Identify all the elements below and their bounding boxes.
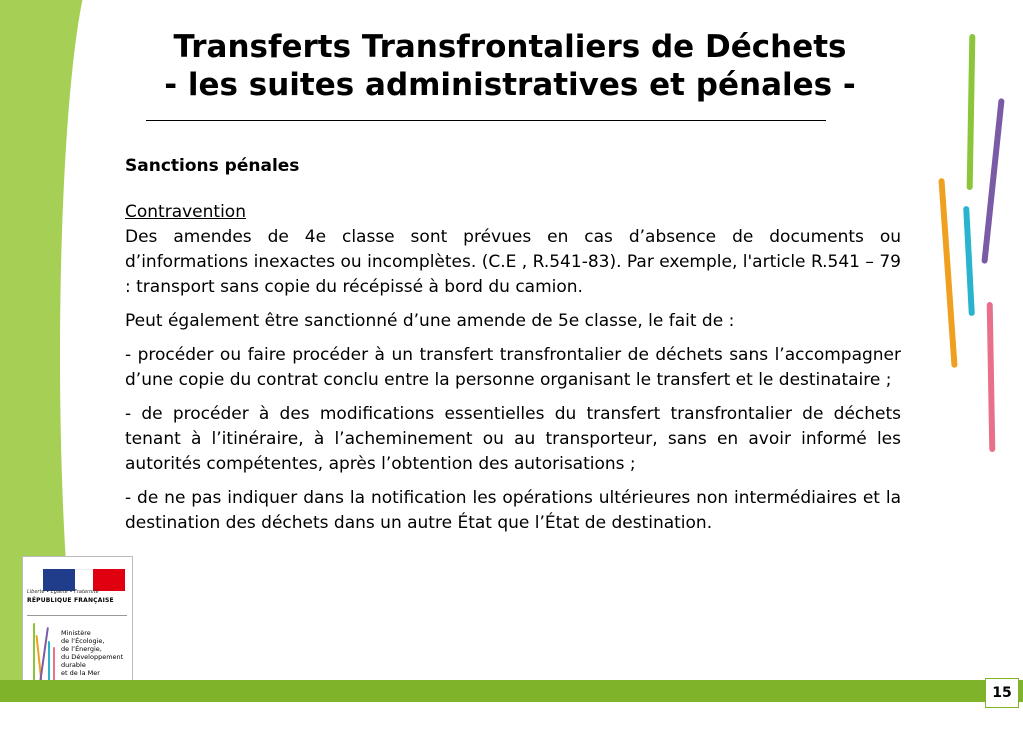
- stripe-purple: [981, 98, 1004, 264]
- title-line-1: Transferts Transfrontaliers de Déchets: [173, 29, 847, 65]
- subsection-title: Contravention: [125, 202, 246, 222]
- paragraph: - de procéder à des modifications essentielles du transfert transfrontalier de déchets tenant à l’itinéraire, à l’acheminement ou au transporteur, sans en avoir informé les autorités compétentes, après l’obtention des autorisations ;: [125, 404, 901, 474]
- republic-name: RÉPUBLIQUE FRANÇAISE: [27, 597, 114, 604]
- title-divider: [146, 120, 826, 121]
- section-title: Sanctions pénales: [125, 156, 300, 176]
- ministry-line: de l’Écologie,: [61, 637, 105, 645]
- title-line-2: - les suites administratives et pénales -: [164, 67, 856, 103]
- stripe-green: [967, 34, 976, 190]
- mini-stripe-cyan: [48, 641, 50, 683]
- footer-bar: [0, 680, 1023, 702]
- ministry-line: du Développement: [61, 653, 124, 661]
- page-title: [90, 28, 930, 104]
- ministry-line: durable: [61, 661, 86, 669]
- flag-blue: [43, 569, 75, 591]
- logo-divider: [27, 615, 127, 616]
- paragraph: Peut également être sanctionné d’une amende de 5e classe, le fait de :: [125, 311, 735, 331]
- main-content: [125, 154, 901, 545]
- paragraph: Des amendes de 4e classe sont prévues en cas d’absence de documents ou d’informations inexactes ou incomplètes. (C.E , R.541-83). Par exemple, l'article R.541 – 79 : transport sans copie du récépissé à bord du camion.: [125, 227, 901, 297]
- flag-red: [93, 569, 125, 591]
- stripe-orange: [938, 178, 957, 368]
- republic-motto: Liberté • Égalité • Fraternité: [27, 589, 99, 595]
- ministry-logo: [22, 556, 133, 692]
- ministry-name: [61, 629, 129, 677]
- page-number: 15: [985, 678, 1019, 708]
- mini-stripe-pink: [53, 647, 55, 683]
- paragraph: - procéder ou faire procéder à un transfert transfrontalier de déchets sans l’accompagner d’une copie du contrat conclu entre la personne organisant le transfert et le destinataire ;: [125, 345, 901, 390]
- paragraph: - de ne pas indiquer dans la notification les opérations ultérieures non intermédiaires et la destination des déchets dans un autre État que l’État de destination.: [125, 488, 901, 533]
- mini-stripe-green: [33, 623, 35, 683]
- ministry-line: et de la Mer: [61, 669, 100, 677]
- stripe-pink: [987, 302, 996, 452]
- ministry-line: de l’Énergie,: [61, 645, 102, 653]
- ministry-line: Ministère: [61, 629, 91, 637]
- stripe-cyan: [963, 206, 975, 316]
